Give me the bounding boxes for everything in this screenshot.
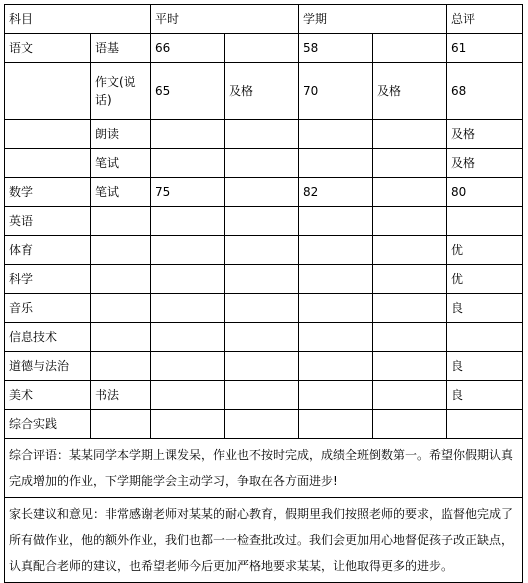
cell-r-grade [225, 410, 299, 439]
teacher-comment: 综合评语：某某同学本学期上课发呆，作业也不按时完成，成绩全班倒数第一。希望你假期认真完成增加的作业，下学期能学会主动学习，争取在各方面进步! [5, 439, 523, 498]
cell-item [91, 265, 151, 294]
cell-total: 80 [447, 178, 523, 207]
table-row [5, 265, 523, 294]
cell-m-score [299, 294, 373, 323]
cell-total: 良 [447, 381, 523, 410]
cell-item: 朗读 [91, 120, 151, 149]
cell-r-score [151, 236, 225, 265]
cell-total: 良 [447, 294, 523, 323]
cell-m-grade [373, 207, 447, 236]
cell-m-grade [373, 34, 447, 63]
cell-item [91, 410, 151, 439]
header-regular: 平时 [151, 5, 299, 34]
cell-subject [5, 149, 91, 178]
cell-r-grade [225, 207, 299, 236]
table-row [5, 207, 523, 236]
cell-m-grade [373, 294, 447, 323]
cell-m-grade [373, 120, 447, 149]
cell-m-score [299, 265, 373, 294]
cell-m-grade [373, 381, 447, 410]
cell-m-score [299, 149, 373, 178]
cell-subject [5, 120, 91, 149]
teacher-comment-row [5, 439, 523, 498]
cell-m-grade [373, 265, 447, 294]
cell-r-score [151, 381, 225, 410]
table-row [5, 323, 523, 352]
cell-m-score [299, 410, 373, 439]
table-row [5, 352, 523, 381]
cell-r-grade [225, 265, 299, 294]
cell-r-grade [225, 323, 299, 352]
cell-total: 61 [447, 34, 523, 63]
cell-r-score: 66 [151, 34, 225, 63]
cell-item [91, 207, 151, 236]
cell-total: 优 [447, 236, 523, 265]
cell-item: 作文(说话) [91, 63, 151, 120]
grade-report-table [4, 4, 523, 583]
table-row [5, 120, 523, 149]
cell-r-grade [225, 149, 299, 178]
cell-total: 及格 [447, 120, 523, 149]
cell-m-score [299, 207, 373, 236]
cell-r-grade [225, 120, 299, 149]
cell-m-score: 58 [299, 34, 373, 63]
cell-r-score [151, 410, 225, 439]
cell-subject: 语文 [5, 34, 91, 63]
cell-m-score [299, 120, 373, 149]
cell-r-grade: 及格 [225, 63, 299, 120]
cell-m-grade [373, 352, 447, 381]
header-row [5, 5, 523, 34]
cell-total: 及格 [447, 149, 523, 178]
cell-r-score [151, 352, 225, 381]
cell-subject: 道德与法治 [5, 352, 91, 381]
cell-subject: 信息技术 [5, 323, 91, 352]
cell-item [91, 294, 151, 323]
cell-r-grade [225, 178, 299, 207]
cell-r-grade [225, 294, 299, 323]
cell-total: 良 [447, 352, 523, 381]
cell-r-score: 75 [151, 178, 225, 207]
cell-r-score [151, 207, 225, 236]
header-midterm: 学期 [299, 5, 447, 34]
cell-total [447, 323, 523, 352]
cell-m-grade [373, 178, 447, 207]
cell-item [91, 323, 151, 352]
cell-subject: 英语 [5, 207, 91, 236]
cell-item [91, 236, 151, 265]
cell-subject [5, 63, 91, 120]
cell-r-score [151, 120, 225, 149]
cell-r-score [151, 265, 225, 294]
cell-total [447, 207, 523, 236]
cell-r-score: 65 [151, 63, 225, 120]
parent-comment-row [5, 498, 523, 583]
cell-m-score [299, 323, 373, 352]
header-subject: 科目 [5, 5, 151, 34]
cell-item: 语基 [91, 34, 151, 63]
cell-m-grade [373, 323, 447, 352]
cell-total: 68 [447, 63, 523, 120]
cell-r-grade [225, 352, 299, 381]
cell-r-grade [225, 381, 299, 410]
cell-item: 笔试 [91, 149, 151, 178]
table-row [5, 294, 523, 323]
table-row [5, 410, 523, 439]
table-row [5, 63, 523, 120]
cell-m-score [299, 236, 373, 265]
cell-item [91, 352, 151, 381]
cell-m-grade [373, 236, 447, 265]
cell-m-score [299, 381, 373, 410]
cell-m-score: 82 [299, 178, 373, 207]
cell-item: 书法 [91, 381, 151, 410]
cell-m-score [299, 352, 373, 381]
cell-r-score [151, 323, 225, 352]
cell-subject: 数学 [5, 178, 91, 207]
cell-total [447, 410, 523, 439]
cell-r-score [151, 294, 225, 323]
cell-r-score [151, 149, 225, 178]
table-row [5, 236, 523, 265]
cell-total: 优 [447, 265, 523, 294]
cell-subject: 综合实践 [5, 410, 91, 439]
cell-subject: 科学 [5, 265, 91, 294]
cell-item: 笔试 [91, 178, 151, 207]
table-row [5, 149, 523, 178]
table-row [5, 178, 523, 207]
cell-subject: 体育 [5, 236, 91, 265]
cell-r-grade [225, 34, 299, 63]
table-row [5, 34, 523, 63]
cell-m-score: 70 [299, 63, 373, 120]
table-row [5, 381, 523, 410]
cell-m-grade [373, 149, 447, 178]
cell-m-grade [373, 410, 447, 439]
cell-subject: 音乐 [5, 294, 91, 323]
parent-comment: 家长建议和意见：非常感谢老师对某某的耐心教育，假期里我们按照老师的要求，监督他完成了所有做作业，他的额外作业，我们也都一一检查批改过。我们会更加用心地督促孩子改正缺点，认真配合老师的建议，也希望老师今后更加严格地要求某某，让他取得更多的进步。 [5, 498, 523, 583]
cell-r-grade [225, 236, 299, 265]
cell-m-grade: 及格 [373, 63, 447, 120]
cell-subject: 美术 [5, 381, 91, 410]
header-total: 总评 [447, 5, 523, 34]
